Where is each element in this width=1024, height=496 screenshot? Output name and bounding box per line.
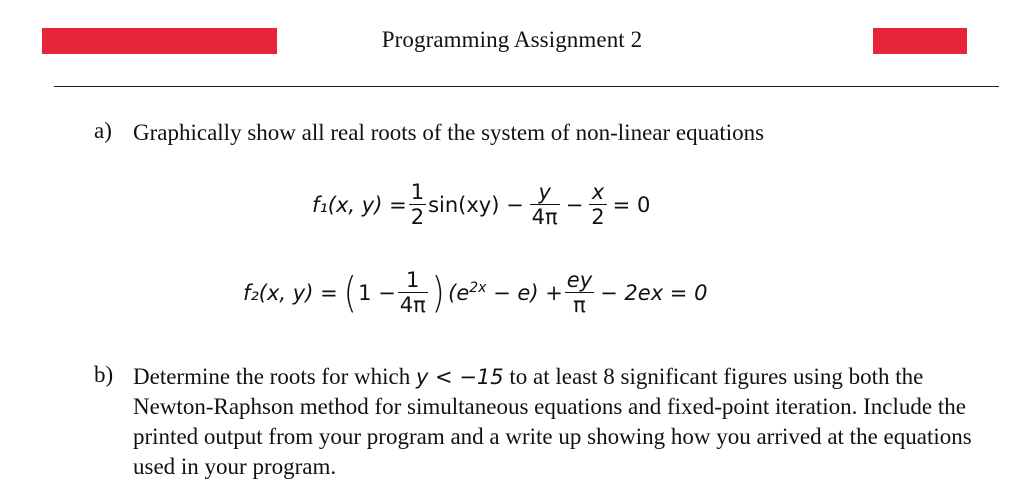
eq2-lhs: f₂(x, y) = <box>243 280 338 305</box>
eq1-frac2-den: 4π <box>531 205 558 229</box>
eq1-frac1-den: 2 <box>410 205 425 229</box>
eq2-frac2-den: π <box>573 293 586 317</box>
eq2-exp-sup: 2x <box>469 280 487 296</box>
eq2-rest: − 2ex = 0 <box>600 280 708 305</box>
eq1-fraction-y <box>530 180 560 229</box>
part-b-text-before: Determine the roots for which <box>133 364 416 389</box>
part-a-label: a) <box>94 118 112 143</box>
eq2-paren-open: ( <box>343 267 357 317</box>
eq2-exp-term <box>448 280 563 305</box>
eq2-frac1-den: 4π <box>399 293 426 317</box>
eq2-frac1-num: 1 <box>398 268 428 293</box>
eq2-paren-close: ) <box>431 267 445 317</box>
part-b-text <box>133 362 993 482</box>
part-b-text-after: to at least 8 significant figures using both the Newton-Raphson method for simultaneous equations and fixed-point iteration. Include the printed output from your program and a write up showing how you arrived at the equations used in your program. <box>133 364 972 479</box>
eq2-exp-rest: − e) + <box>493 281 563 305</box>
part-b-label: b) <box>94 362 114 387</box>
eq2-exp-base: (e <box>448 281 470 305</box>
eq2-fraction-ey-pi <box>565 268 594 317</box>
eq1-sin-term: sin(xy) − <box>428 192 524 217</box>
eq2-frac2-num: ey <box>566 268 593 292</box>
page-title: Programming Assignment 2 <box>381 27 643 52</box>
eq1-frac3-num: x <box>589 180 606 205</box>
eq1-fraction-half <box>409 180 426 229</box>
eq1-lhs: f₁(x, y) = <box>312 192 407 217</box>
header-divider <box>54 86 999 87</box>
eq1-minus: − <box>565 192 584 217</box>
eq1-fraction-x <box>589 180 606 229</box>
eq2-one-minus: 1 − <box>358 280 396 305</box>
part-b-condition: y < −15 <box>415 365 504 389</box>
eq1-frac3-den: 2 <box>591 205 605 229</box>
eq2-fraction-1-4pi <box>398 268 428 317</box>
eq1-rhs: = 0 <box>612 192 651 217</box>
equation-f2 <box>243 268 707 317</box>
redaction-bar-right <box>873 28 967 54</box>
eq1-frac2-num: y <box>530 180 560 205</box>
eq1-frac1-num: 1 <box>410 180 425 204</box>
equation-f1 <box>312 180 650 229</box>
part-a-text: Graphically show all real roots of the system of non-linear equations <box>133 120 765 145</box>
